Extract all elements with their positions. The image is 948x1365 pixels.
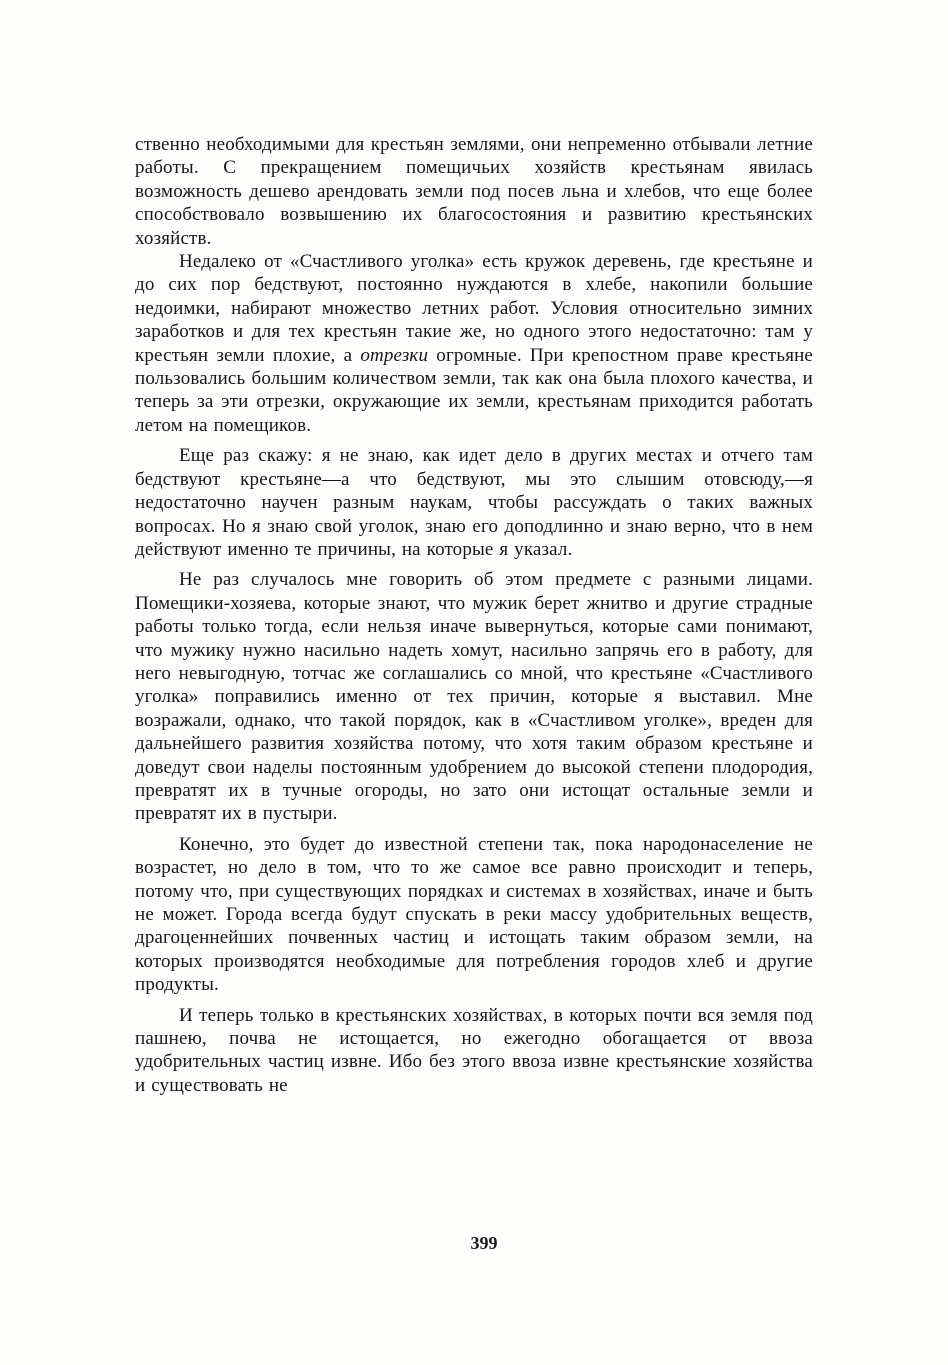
page-number: 399: [470, 1233, 498, 1253]
paragraph-4-text: Не раз случалось мне говорить об этом предмете с разными лицами. Помещики-хозяева, которые знают, что мужик берет жнитво и другие страдные работы только тогда, если нельзя иначе вывернуться, которые сами понимают, что мужику нужно насильно надеть хомут, насильно запрячь его в работу, для него невыгодную, тотчас же соглашались со мной, что крестьяне «Счастливого уголка» поправились именно от тех причин, которые я выставил. Мне возражали, однако, что такой порядок, как в «Счастливом уголке», вреден для дальнейшего развития хозяйства потому, что хотя таким образом крестьяне и доведут свои наделы постоянным удобрением до высокой степени плодородия, превратят их в тучные огороды, но зато они истощат остальные земли и превратят их в пустыри.: [135, 569, 813, 825]
paragraph-2-text-a: Недалеко от «Счастливого уголка» есть кружок деревень, где крестьяне и до сих пор бедствуют, постоянно нуждаются в хлебе, накопили большие недоимки, набирают множество летних работ. Условия относительно зимних заработков и для тех крестьян такие же, но одного этого недостаточно: там у крестьян земли плохие, а: [135, 251, 813, 366]
paragraph-4: [135, 568, 813, 825]
paragraph-1-text: ственно необходимыми для крестьян землями, они непременно отбывали летние работы. С прекращением помещичьих хозяйств крестьянам явилась возможность дешево арендовать земли под посев льна и хлебов, что еще более способствовало возвышению их благосостояния и развитию крестьянских хозяйств.: [135, 134, 813, 249]
paragraph-3-text: Еще раз скажу: я не знаю, как идет дело в других местах и отчего там бедствуют крестьяне—а что бедствуют, мы это слышим отовсюду,—я недостаточно научен разным наукам, чтобы рассуждать о таких важных вопросах. Но я знаю свой уголок, знаю его доподлинно и знаю верно, что в нем действуют именно те причины, на которые я указал.: [135, 445, 813, 560]
paragraph-5-text: Конечно, это будет до известной степени так, пока народонаселение не возрастет, но дело в том, что то же самое все равно происходит и теперь, потому что, при существующих порядках и системах в хозяйствах, иначе и быть не может. Города всегда будут спускать в реки массу удобрительных веществ, драгоценнейших почвенных частиц и истощать таким образом земли, на которых производятся необходимые для потребления городов хлеб и другие продукты.: [135, 833, 813, 996]
paragraph-1: [135, 133, 813, 250]
paragraph-6-text: И теперь только в крестьянских хозяйствах, в которых почти вся земля под пашнею, почва не истощается, но ежегодно обогащается от ввоза удобрительных частиц извне. Ибо без этого ввоза извне крестьянские хозяйства и существовать не: [135, 1004, 813, 1096]
paragraph-2-text-b: огромные. При крепостном праве крестьяне пользовались большим количеством земли, так как она была плохого качества, и теперь за эти отрезки, окружающие их земли, крестьянам приходится работать летом на помещиков.: [135, 344, 813, 436]
body-text: [135, 133, 813, 1097]
paragraph-2: [135, 250, 813, 437]
italic-word-otrezki: отрезки: [360, 344, 429, 366]
paragraph-6: [135, 1004, 813, 1098]
paragraph-3: [135, 444, 813, 561]
paragraph-5: [135, 833, 813, 997]
